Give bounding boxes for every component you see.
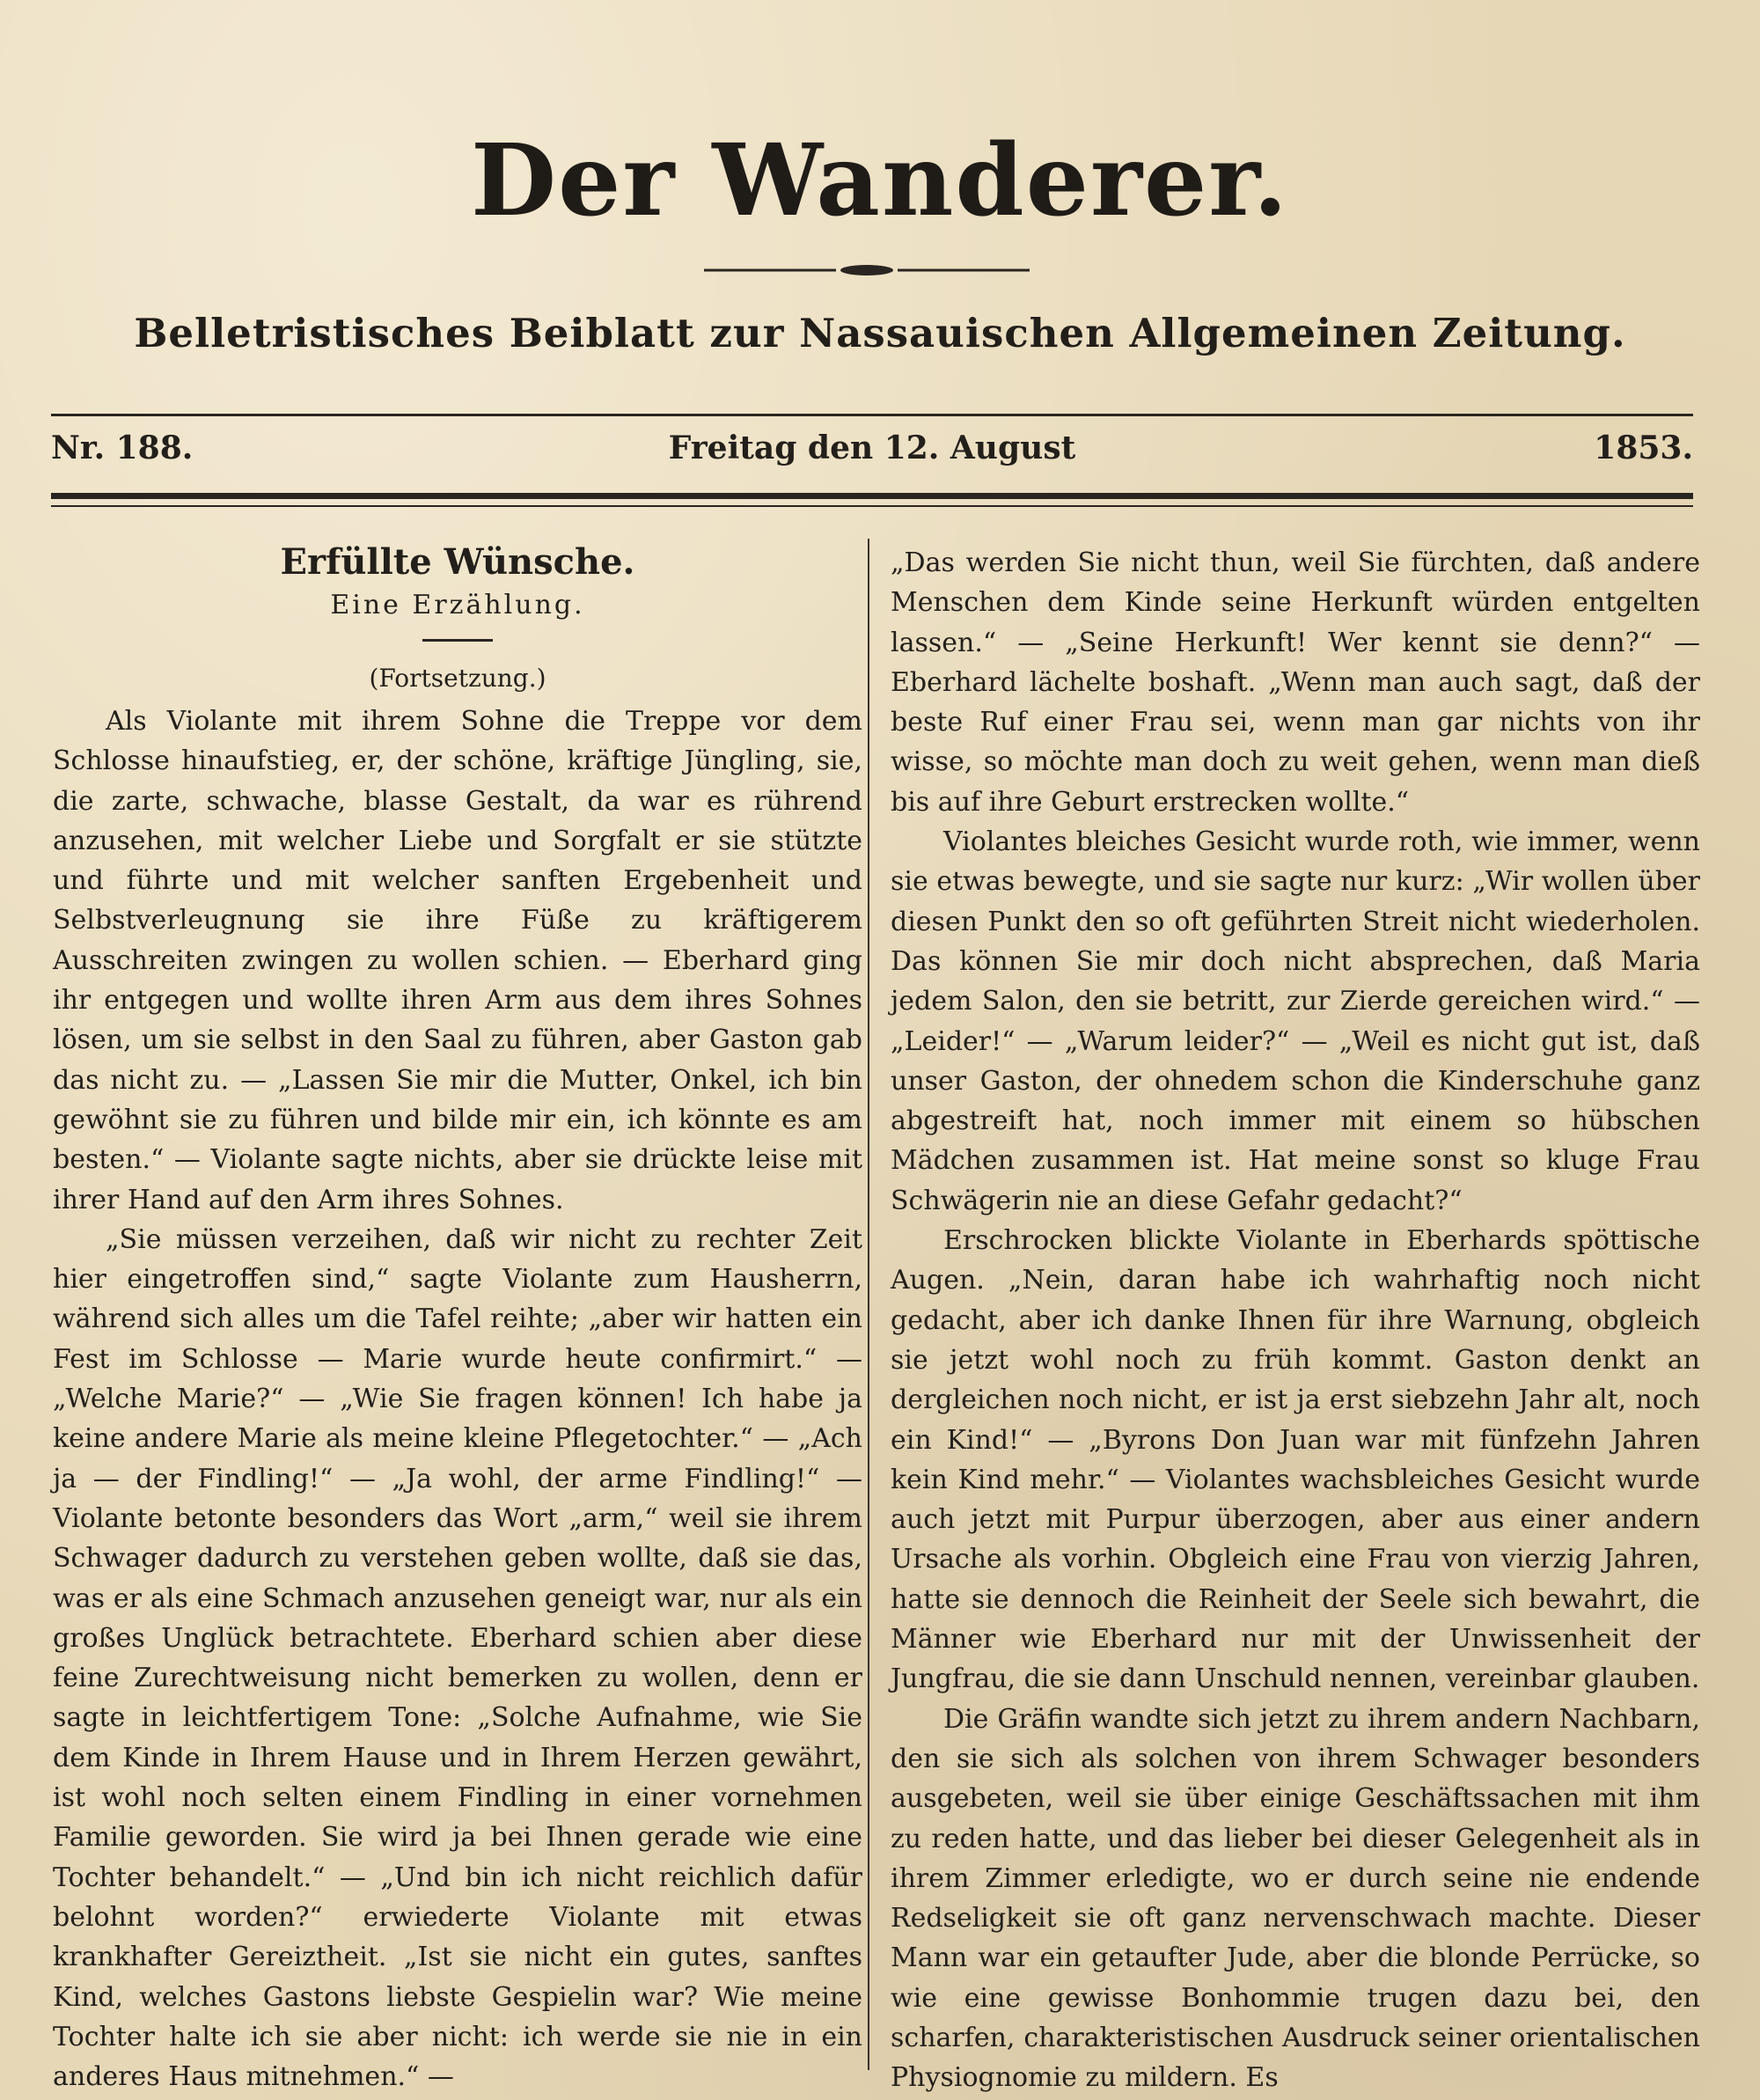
paragraph: Erschrocken blickte Violante in Eberhards spöttische Augen. „Nein, daran habe ich wahrhaftig noch nicht gedacht, aber ich danke Ihnen für ihre Warnung, obgleich sie jetzt wohl noch zu früh kommt. Gaston denkt an dergleichen noch nicht, er ist ja erst siebzehn Jahr alt, noch ein Kind!“ — „Byrons Don Juan war mit fünfzehn Jahren kein Kind mehr.“ — Violantes wachsbleiches Gesicht wurde auch jetzt mit Purpur überzogen, aber aus einer andern Ursache als vorhin. Obgleich eine Frau von vierzig Jahren, hatte sie dennoch die Reinheit der Seele sich bewahrt, die Männer wie Eberhard nur mit der Unwissenheit der Jungfrau, die sie dann Unschuld nennen, vereinbar glauben.	[891, 1225, 1700, 1695]
paragraph: „Sie müssen verzeihen, daß wir nicht zu rechter Zeit hier eingetroffen sind,“ sagte Violante zum Hausherrn, während sich alles um die Tafel reihte; „aber wir hatten ein Fest im Schlosse — Marie wurde heute confirmirt.“ — „Welche Marie?“ — „Wie Sie fragen können! Ich habe ja keine andere Marie als meine kleine Pflegetochter.“ — „Ach ja — der Findling!“ — „Ja wohl, der arme Findling!“ — Violante betonte besonders das Wort „arm,“ weil sie ihrem Schwager dadurch zu verstehen geben wollte, daß sie das, was er als eine Schmach anzusehen geneigt war, nur als ein großes Unglück betrachtete. Eberhard schien aber diese feine Zurechtweisung nicht bemerken zu wollen, denn er sagte in leichtfertigem Tone: „Solche Aufnahme, wie Sie dem Kinde in Ihrem Hause und in Ihrem Herzen gewährt, ist wohl noch selten einem Findling in einer vornehmen Familie geworden. Sie wird ja bei Ihnen gerade wie eine Tochter behandelt.“ — „Und bin ich nicht reichlich dafür belohnt worden?“ erwiederte Violante mit etwas krankhafter Gereiztheit. „Ist sie nicht ein gutes, sanftes Kind, welches Gastons liebste Gespielin war? Wie meine Tochter halte ich sie aber nicht: ich werde sie nie in ein anderes Haus mitnehmen.“ —	[53, 1223, 862, 2093]
story-subtitle: Eine Erzählung.	[330, 590, 585, 620]
paragraph: „Das werden Sie nicht thun, weil Sie fürchten, daß andere Menschen dem Kinde seine Herkunft würden entgelten lassen.“ — „Seine Herkunft! Wer kennt sie denn?“ — Eberhard lächelte boshaft. „Wenn man auch sagt, daß der beste Ruf einer Frau sei, wenn man gar nichts von ihr wisse, so möchte man doch zu weit gehen, wenn man dieß bis auf ihre Geburt erstrecken wollte.“	[891, 547, 1700, 818]
paragraph: Violantes bleiches Gesicht wurde roth, wie immer, wenn sie etwas bewegte, und sie sagte nur kurz: „Wir wollen über diesen Punkt den so oft geführten Streit nicht wiederholen. Das können Sie mir doch nicht absprechen, daß Maria jedem Salon, den sie betritt, zur Zierde gereichen wird.“ — „Leider!“ — „Warum leider?“ — „Weil es nicht gut ist, daß unser Gaston, der ohnedem schon die Kinderschuhe ganz abgestreift hat, noch immer mit einem so hübschen Mädchen zusammen ist. Hat meine sonst so kluge Frau Schwägerin nie an diese Gefahr gedacht?“	[891, 826, 1700, 1216]
story-title: Erfüllte Wünsche.	[280, 541, 635, 583]
paragraph: Die Gräfin wandte sich jetzt zu ihrem andern Nachbarn, den sie sich als solchen von ihrem Schwager besonders ausgebeten, weil sie über einige Geschäftssachen mit ihm zu reden hatte, und das lieber bei dieser Gelegenheit als in ihrem Zimmer erledigte, wo er durch seine nie endende Redseligkeit sie oft ganz nervenschwach machte. Dieser Mann war ein getaufter Jude, aber die blonde Perrücke, so wie eine gewisse Bonhommie trugen dazu bei, den scharfen, charakteristischen Ausdruck seiner orientalischen Physiognomie zu mildern. Es	[891, 1703, 1700, 2094]
issue-number: Nr. 188.	[51, 430, 194, 466]
header-rule-bottom-thin	[51, 505, 1693, 507]
paragraph: Als Violante mit ihrem Sohne die Treppe vor dem Schlosse hinaufstieg, er, der schöne, kräftige Jüngling, sie, die zarte, schwache, blasse Gestalt, da war es rührend anzusehen, mit welcher Liebe und Sorgfalt er sie stützte und führte und mit welcher sanften Ergebenheit und Selbstverleugnung sie ihre Füße zu kräftigerem Ausschreiten zwingen zu wollen schien. — Eberhard ging ihr entgegen und wollte ihren Arm aus dem ihres Sohnes lösen, um sie selbst in den Saal zu führen, aber Gaston gab das nicht zu. — „Lassen Sie mir die Mutter, Onkel, ich bin gewöhnt sie zu führen und bilde mir ein, ich könnte es am besten.“ — Violante sagte nichts, aber sie drückte leise mit ihrer Hand auf den Arm ihres Sohnes.	[53, 706, 862, 1215]
issue-year: 1853.	[1594, 430, 1693, 466]
masthead-title: Der Wanderer.	[471, 123, 1289, 239]
masthead-ornament	[704, 264, 1030, 276]
issue-date: Freitag den 12. August	[668, 430, 1076, 466]
header-rule-top	[51, 414, 1693, 416]
header-rule-bottom-thick	[51, 493, 1693, 499]
left-column	[53, 537, 862, 2096]
title-rule	[422, 639, 493, 642]
masthead-subtitle: Belletristisches Beiblatt zur Nassauischen Allgemeinen Zeitung.	[134, 310, 1626, 356]
right-column	[891, 543, 1700, 2098]
issue-line	[51, 430, 1693, 482]
column-divider	[868, 539, 869, 2070]
continuation-note: (Fortsetzung.)	[369, 664, 546, 693]
